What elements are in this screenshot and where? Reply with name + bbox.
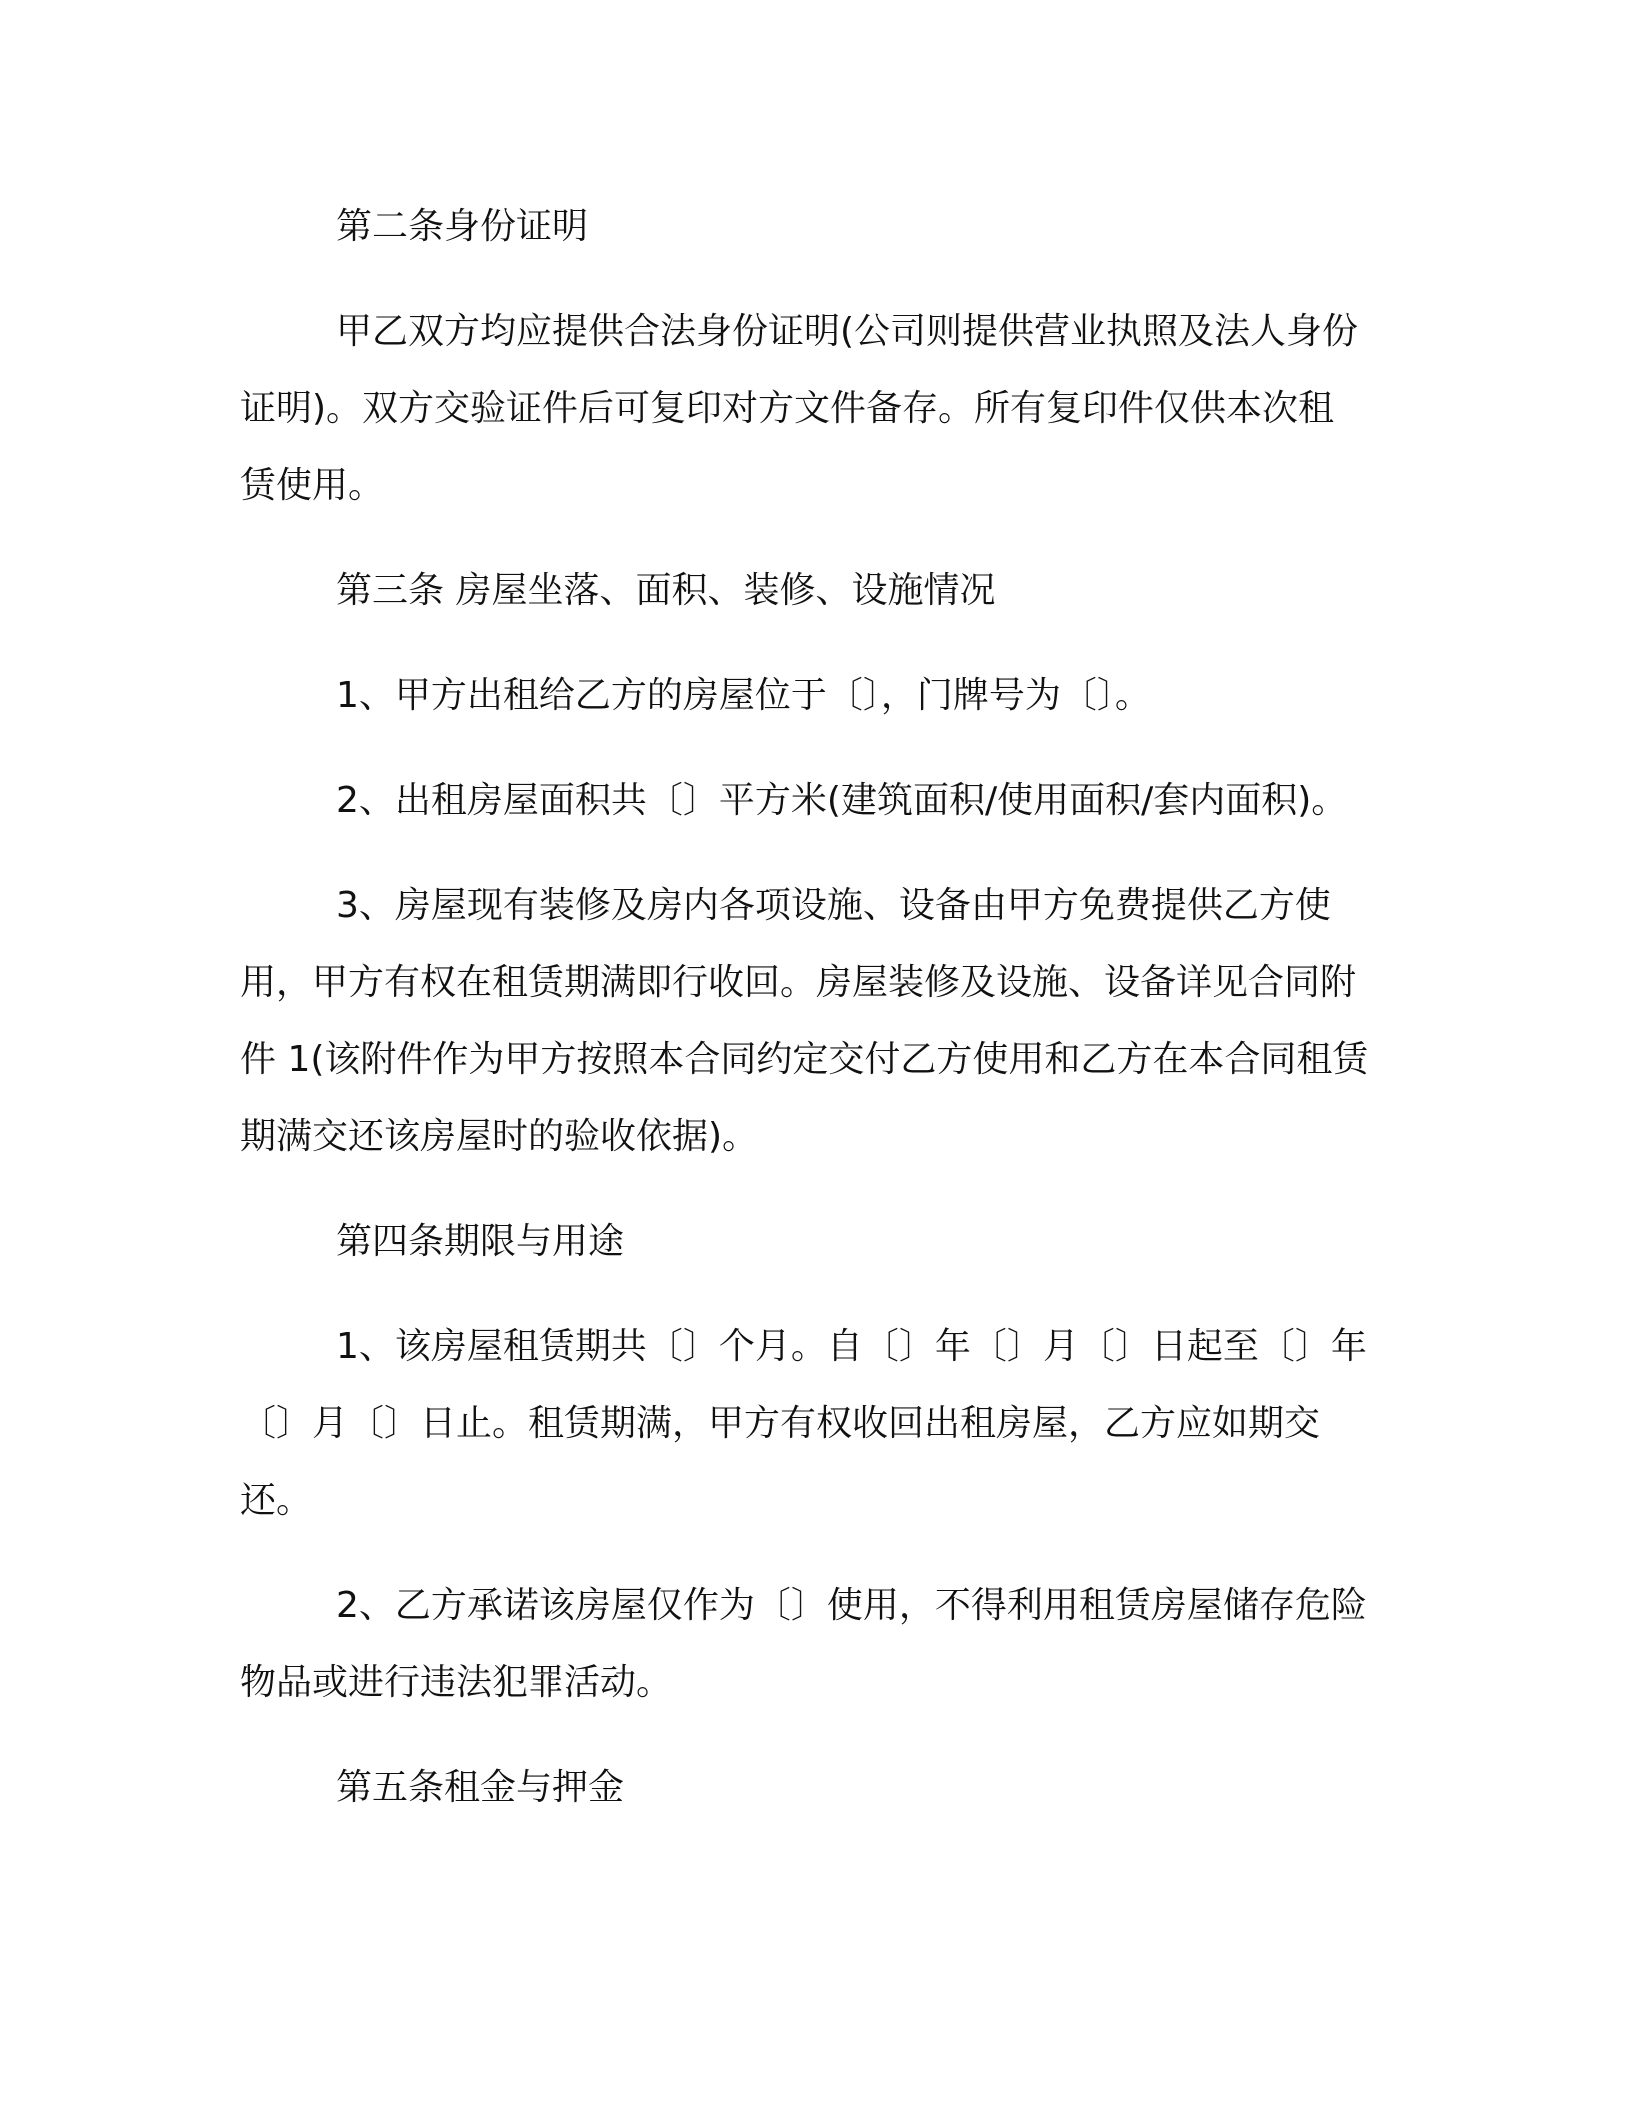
- section-heading-4: 第四条期限与用途: [336, 1221, 625, 1262]
- paragraph-gap: [240, 1175, 1370, 1203]
- paragraph-gap: [240, 1280, 1370, 1308]
- usage-paragraph: 2、乙方承诺该房屋仅作为〔〕使用，不得利用租赁房屋储存危险物品或进行违法犯罪活动。: [240, 1585, 1367, 1703]
- area-paragraph: 2、出租房屋面积共〔〕平方米(建筑面积/使用面积/套内面积)。: [336, 780, 1348, 821]
- section-heading-5: 第五条租金与押金: [336, 1767, 625, 1808]
- location-paragraph: 1、甲方出租给乙方的房屋位于〔〕，门牌号为〔〕。: [336, 675, 1151, 716]
- paragraph-gap: [240, 839, 1370, 867]
- paragraph-gap: [240, 524, 1370, 552]
- section-heading-3: 第三条 房屋坐落、面积、装修、设施情况: [336, 570, 996, 611]
- paragraph-gap: [240, 734, 1370, 762]
- paragraph-gap: [240, 1721, 1370, 1749]
- paragraph-gap: [240, 265, 1370, 293]
- document-body: [240, 188, 1370, 1826]
- paragraph-gap: [240, 1539, 1370, 1567]
- identity-paragraph: 甲乙双方均应提供合法身份证明(公司则提供营业执照及法人身份证明)。双方交验证件后可复印对方文件备存。所有复印件仅供本次租赁使用。: [240, 311, 1359, 506]
- section-heading-2: 第二条身份证明: [336, 206, 589, 247]
- paragraph-gap: [240, 629, 1370, 657]
- term-paragraph: 1、该房屋租赁期共〔〕个月。自〔〕年〔〕月〔〕日起至〔〕年〔〕月〔〕日止。租赁期满，甲方有权收回出租房屋，乙方应如期交还。: [240, 1326, 1367, 1521]
- facilities-paragraph: 3、房屋现有装修及房内各项设施、设备由甲方免费提供乙方使用，甲方有权在租赁期满即行收回。房屋装修及设施、设备详见合同附件 1(该附件作为甲方按照本合同约定交付乙方使用和乙方在本合同租赁期满交还该房屋时的验收依据)。: [240, 885, 1369, 1157]
